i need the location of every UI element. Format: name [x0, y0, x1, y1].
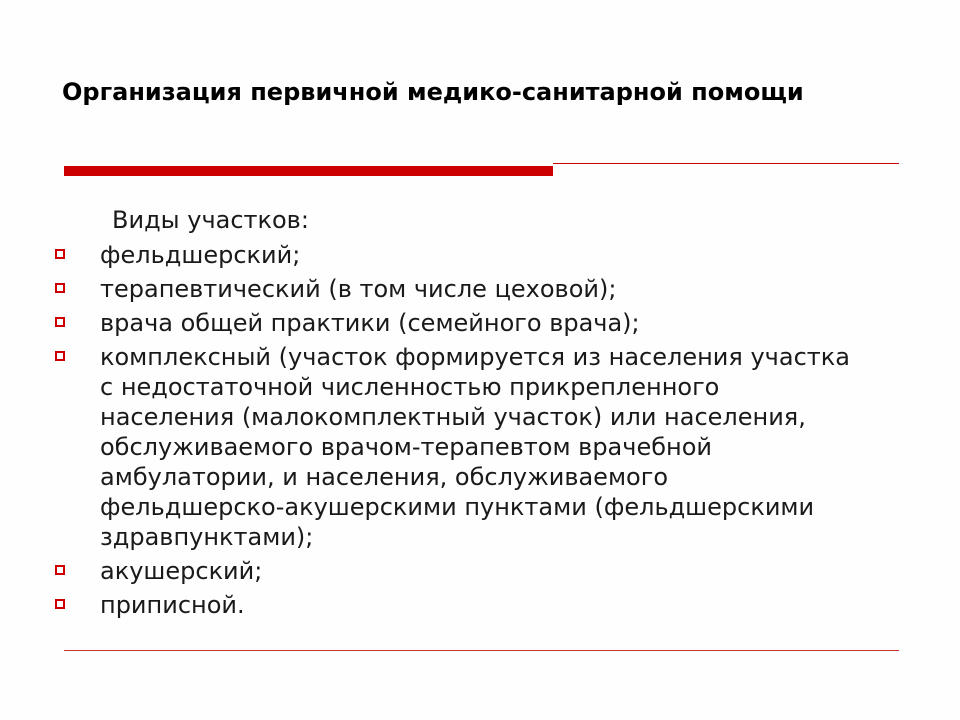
slide-title: Организация первичной медико-санитарной помощи — [62, 78, 804, 106]
list-item — [50, 240, 850, 270]
hollow-square-icon — [55, 317, 65, 327]
bullet-list — [50, 240, 850, 624]
list-item-text: терапевтический (в том числе цеховой); — [100, 275, 617, 303]
subtitle: Виды участков: — [112, 206, 309, 234]
list-item-text: акушерский; — [100, 557, 263, 585]
hollow-square-icon — [55, 599, 65, 609]
list-item — [50, 308, 850, 338]
title-rule-thick — [64, 166, 553, 176]
list-item-text: комплексный (участок формируется из населения участка с недостаточной численностью прикрепленного населения (малокомплектный участок) или населения, обслуживаемого врачом-терапевтом врачебной амбулатории, и населения, обслуживаемого фельдшерско-акушерскими пунктами (фельдшерскими здравпунктами); — [100, 343, 850, 551]
hollow-square-icon — [55, 351, 65, 361]
list-item-text: врача общей практики (семейного врача); — [100, 309, 640, 337]
list-item — [50, 274, 850, 304]
list-item — [50, 556, 850, 586]
title-rule-thin — [553, 163, 899, 164]
list-item-text: приписной. — [100, 591, 245, 619]
list-item — [50, 342, 850, 552]
hollow-square-icon — [55, 283, 65, 293]
footer-rule — [64, 650, 899, 651]
hollow-square-icon — [55, 249, 65, 259]
list-item — [50, 590, 850, 620]
list-item-text: фельдшерский; — [100, 241, 301, 269]
hollow-square-icon — [55, 565, 65, 575]
